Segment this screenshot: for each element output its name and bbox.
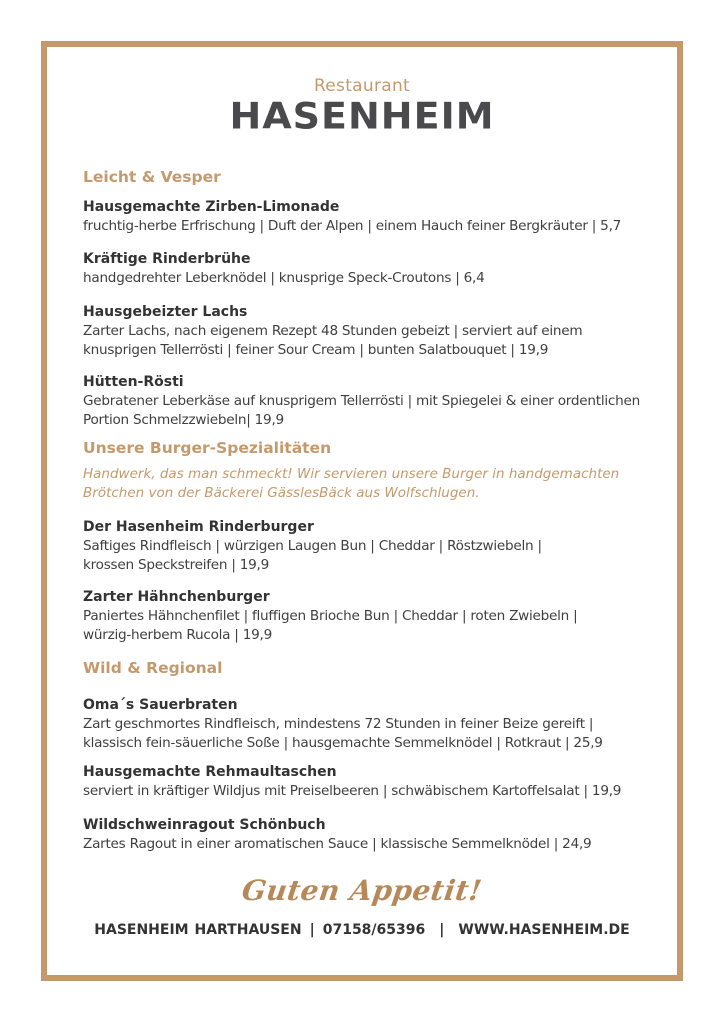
menu-item [83, 250, 658, 288]
menu-item [83, 816, 658, 854]
item-name: Hausgemachte Zirben-Limonade [83, 199, 340, 215]
section-title-burger: Unsere Burger-Spezialitäten [83, 439, 332, 457]
menu-item [83, 518, 563, 574]
logo-title: HASENHEIM [229, 95, 495, 137]
item-description: Zartes Ragout in einer aromatischen Sauce | klassische Semmelknödel | 24,9 [83, 836, 592, 852]
footer-website: WWW.HASENHEIM.DE [458, 922, 630, 938]
item-description: Paniertes Hähnchenfilet | fluffigen Brioche Bun | Cheddar | roten Zwiebeln | würzig-herbem Rucola | 19,9 [83, 608, 578, 643]
item-description: Gebratener Leberkäse auf knusprigem Tellerrösti | mit Spiegelei & einer ordentlichen Portion Schmelzzwiebeln| 19,9 [83, 393, 640, 428]
item-name: Hausgebeizter Lachs [83, 304, 248, 320]
item-description: serviert in kräftiger Wildjus mit Preiselbeeren | schwäbischem Kartoffelsalat | 19,9 [83, 783, 622, 799]
menu-item [83, 198, 658, 236]
footer-contact [0, 922, 724, 938]
footer-separator: | [309, 922, 315, 938]
item-name: Zarter Hähnchenburger [83, 589, 270, 605]
menu-item [83, 763, 658, 801]
section-title-wild-regional: Wild & Regional [83, 659, 223, 677]
menu-item [83, 373, 648, 429]
logo-subtitle: Restaurant [313, 76, 411, 96]
footer-separator: | [439, 922, 445, 938]
item-name: Oma´s Sauerbraten [83, 697, 238, 713]
closing-greeting: Guten Appetit! [239, 874, 485, 907]
item-description: Saftiges Rindfleisch | würzigen Laugen Bun | Cheddar | Röstzwiebeln | krossen Speckstreifen | 19,9 [83, 538, 542, 573]
item-description: Zart geschmortes Rindfleisch, mindestens 72 Stunden in feiner Beize gereift | klassisch fein-säuerliche Soße | hausgemachte Semmelknödel | Rotkraut | 25,9 [83, 716, 603, 751]
item-name: Der Hasenheim Rinderburger [83, 519, 314, 535]
item-name: Hütten-Rösti [83, 374, 184, 390]
section-title-leicht-vesper: Leicht & Vesper [83, 168, 221, 186]
item-description: Zarter Lachs, nach eigenem Rezept 48 Stunden gebeizt | serviert auf einem knusprigen Tellerrösti | feiner Sour Cream | bunten Salatbouquet | 19,9 [83, 323, 583, 358]
item-description: handgedrehter Leberknödel | knusprige Speck-Croutons | 6,4 [83, 270, 485, 286]
footer-location: HASENHEIM HARTHAUSEN [94, 922, 302, 938]
item-description: fruchtig-herbe Erfrischung | Duft der Alpen | einem Hauch feiner Bergkräuter | 5,7 [83, 218, 622, 234]
footer-phone: 07158/65396 [322, 922, 426, 938]
menu-item [83, 696, 603, 752]
section-intro: Handwerk, das man schmeckt! Wir servieren unsere Burger in handgemachten Brötchen von der Bäckerei GässlesBäck aus Wolfschlugen. [83, 466, 620, 501]
item-name: Hausgemachte Rehmaultaschen [83, 764, 337, 780]
item-name: Kräftige Rinderbrühe [83, 251, 251, 267]
menu-item [83, 588, 603, 644]
item-name: Wildschweinragout Schönbuch [83, 817, 326, 833]
menu-item [83, 303, 583, 359]
